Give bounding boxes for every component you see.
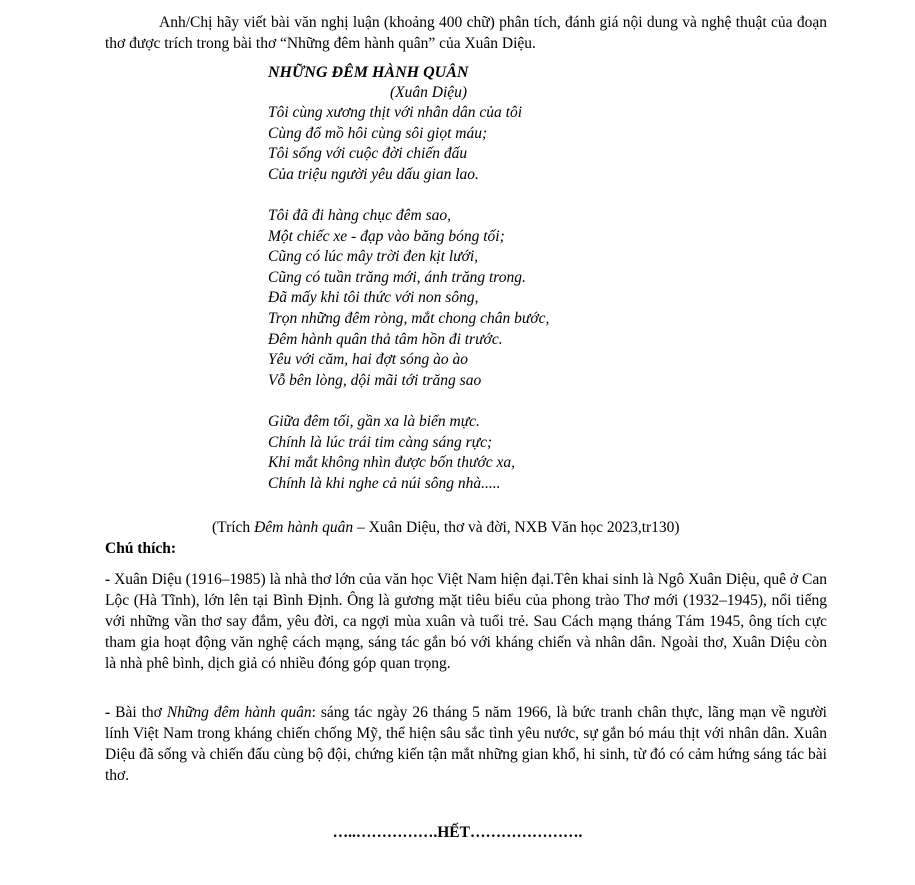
poem-title: NHỮNG ĐÊM HÀNH QUÂN — [268, 64, 469, 81]
end-mark: …..…………….HẾT…………………. — [332, 824, 583, 841]
poem-line: Trọn những đêm ròng, mắt chong chân bước, — [268, 309, 550, 327]
stanza-2 — [268, 206, 688, 391]
note-dash: - — [105, 571, 115, 588]
poem-line: Cùng đổ mồ hôi cùng sôi giọt máu; — [268, 124, 488, 142]
poem-line: Giữa đêm tối, gần xa là biển mực. — [268, 412, 480, 430]
note-dash: - — [105, 704, 116, 721]
poem-line: Chính là khi nghe cả núi sông nhà..... — [268, 474, 501, 492]
note-text: : sáng tác ngày 26 tháng 5 năm 1966, là bức tranh chân thực, lãng mạn về người lính Việt Nam trong kháng chiến chống Mỹ, thể hiện sâu sắc tình yêu nước, sự gắn bó máu thịt với nhân dân. Xuân Diệu đã sống và chiến đấu cùng bộ đội, chứng kiến tận mắt những gian khổ, hi sinh, từ đó có cảm hứng sáng tác bài thơ. — [105, 704, 827, 784]
poem-line: Tôi sống với cuộc đời chiến đấu — [268, 145, 468, 163]
stanza-3 — [268, 412, 688, 494]
essay-prompt: Anh/Chị hãy viết bài văn nghị luận (khoảng 400 chữ) phân tích, đánh giá nội dung và nghệ thuật của đoạn thơ được trích trong bài thơ “Những đêm hành quân” của Xuân Diệu. — [105, 14, 827, 52]
poem-line: Một chiếc xe - đạp vào băng bóng tối; — [268, 227, 505, 245]
source-citation — [212, 518, 680, 538]
poem-excerpt — [268, 62, 688, 494]
source-rest: – Xuân Diệu, thơ và đời, NXB Văn học 2023,tr130) — [353, 519, 680, 536]
poem-line: Tôi đã đi hàng chục đêm sao, — [268, 206, 451, 224]
notes-heading: Chú thích: — [105, 540, 177, 557]
poem-line: Đã mấy khi tôi thức với non sông, — [268, 289, 479, 307]
poem-line: Đêm hành quân thả tâm hồn đi trước. — [268, 330, 503, 348]
poem-line: Của triệu người yêu dấu gian lao. — [268, 165, 479, 183]
note-poem — [105, 702, 827, 786]
poem-line: Tôi cùng xương thịt với nhân dân của tôi — [268, 104, 523, 121]
poem-author: (Xuân Diệu) — [390, 84, 468, 101]
poem-line: Cũng có lúc mây trời đen kịt lưới, — [268, 248, 479, 266]
poem-line: Khi mắt không nhìn được bốn thước xa, — [268, 454, 515, 472]
poem-line: Cũng có tuần trăng mới, ánh trăng trong. — [268, 268, 526, 286]
note-lead: Bài thơ — [115, 704, 167, 721]
note-text: Xuân Diệu (1916–1985) là nhà thơ lớn của văn học Việt Nam hiện đại.Tên khai sinh là Ngô Xuân Diệu, quê ở Can Lộc (Hà Tĩnh), lớn lên tại Bình Định. Ông là gương mặt tiêu biểu của phong trào Thơ mới (1932–1945), nổi tiếng với những vần thơ say đắm, yêu đời, ca ngợi mùa xuân và tuổi trẻ. Sau Cách mạng tháng Tám 1945, ông tích cực tham gia hoạt động văn nghệ cách mạng, sáng tác gắn bó với kháng chiến và nhân dân. Ngoài thơ, Xuân Diệu còn là nhà phê bình, dịch giả có nhiều đóng góp quan trọng. — [105, 571, 827, 672]
poem-line: Yêu với căm, hai đợt sóng ào ào — [268, 351, 468, 369]
note-work-title: Những đêm hành quân — [166, 704, 312, 721]
source-work-title: Đêm hành quân — [254, 519, 354, 536]
source-open: (Trích — [212, 519, 255, 536]
stanza-1 — [268, 103, 688, 185]
poem-line: Chính là lúc trái tim càng sáng rực; — [268, 433, 493, 451]
poem-line: Vỗ bên lòng, dội mãi tới trăng sao — [268, 371, 482, 389]
note-author — [105, 569, 827, 674]
